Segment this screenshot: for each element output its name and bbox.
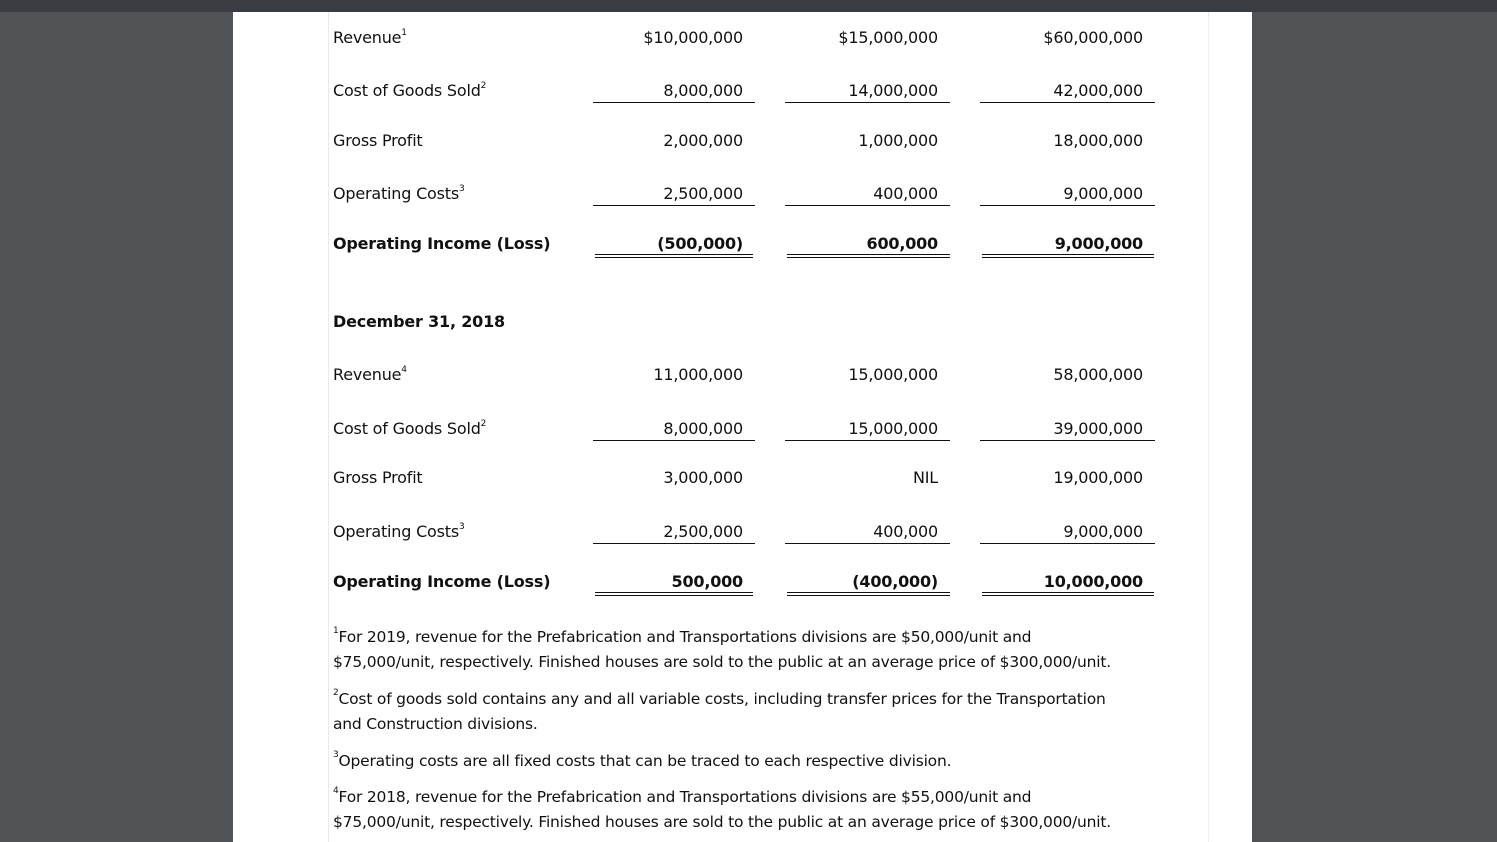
row-label-operating-income-2019: Operating Income (Loss) xyxy=(333,234,551,253)
row-label-cogs-2019: Cost of Goods Sold$^2$ xyxy=(333,81,487,100)
cell-gross-profit-2019-col1: 2,000,000 xyxy=(663,131,743,150)
cell-cogs-2019-col3: 42,000,000 xyxy=(1053,81,1143,100)
cell-operating-income-2018-col3: 10,000,000 xyxy=(1043,572,1143,591)
footnote-1: $^1$For 2019, revenue for the Prefabrication and Transportations divisions are $50,000/unit and $75,000/unit, respectively. Finished houses are sold to the public at an average price of $300,000/unit. xyxy=(333,626,1112,671)
double-underline-operating-income-2019-col3 xyxy=(982,254,1154,258)
cell-operating-costs-2018-col3: 9,000,000 xyxy=(1063,522,1143,541)
cell-revenue-2018-col1: 11,000,000 xyxy=(653,365,743,384)
underline-cogs-2018-col1 xyxy=(593,440,755,441)
underline-cogs-2019-col3 xyxy=(980,102,1155,103)
cell-cogs-2018-col2: 15,000,000 xyxy=(848,419,938,438)
cell-operating-income-2019-col3: 9,000,000 xyxy=(1054,234,1143,253)
cell-gross-profit-2018-col3: 19,000,000 xyxy=(1053,468,1143,487)
cell-gross-profit-2018-col2: NIL xyxy=(912,468,938,487)
cell-operating-income-2018-col2: (400,000) xyxy=(852,572,938,591)
cell-revenue-2018-col2: 15,000,000 xyxy=(848,365,938,384)
cell-revenue-2018-col3: 58,000,000 xyxy=(1053,365,1143,384)
page-margin-line xyxy=(328,12,329,842)
underline-operating-costs-2018-col2 xyxy=(785,543,950,544)
underline-cogs-2018-col3 xyxy=(980,440,1155,441)
cell-cogs-2018-col1: 8,000,000 xyxy=(663,419,743,438)
double-underline-operating-income-2018-col1 xyxy=(595,592,753,596)
underline-operating-costs-2019-col1 xyxy=(593,205,755,206)
cell-cogs-2019-col1: 8,000,000 xyxy=(663,81,743,100)
cell-operating-income-2018-col1: 500,000 xyxy=(671,572,743,591)
footnote-4: $^4$For 2018, revenue for the Prefabrication and Transportations divisions are $55,000/unit and $75,000/unit, respectively. Finished houses are sold to the public at an average price of $300,000/unit. xyxy=(333,786,1112,831)
cell-operating-costs-2018-col1: 2,500,000 xyxy=(663,522,743,541)
row-label-operating-costs-2018: Operating Costs$^3$ xyxy=(333,522,465,541)
double-underline-operating-income-2019-col2 xyxy=(787,254,950,258)
underline-operating-costs-2019-col2 xyxy=(785,205,950,206)
cell-gross-profit-2018-col1: 3,000,000 xyxy=(663,468,743,487)
cell-operating-costs-2019-col1: 2,500,000 xyxy=(663,184,743,203)
underline-operating-costs-2018-col1 xyxy=(593,543,755,544)
cell-gross-profit-2019-col3: 18,000,000 xyxy=(1053,131,1143,150)
row-label-revenue-2019: Revenue$^1$ xyxy=(333,28,407,47)
double-underline-operating-income-2018-col3 xyxy=(982,592,1154,596)
cell-operating-income-2019-col2: 600,000 xyxy=(866,234,938,253)
cell-operating-costs-2019-col3: 9,000,000 xyxy=(1063,184,1143,203)
row-label-operating-income-2018: Operating Income (Loss) xyxy=(333,572,551,591)
underline-operating-costs-2019-col3 xyxy=(980,205,1155,206)
footnote-2: $^2$Cost of goods sold contains any and all variable costs, including transfer prices for the Transportation and Construction divisions. xyxy=(333,688,1106,733)
row-label-cogs-2018: Cost of Goods Sold$^2$ xyxy=(333,419,487,438)
cell-operating-costs-2019-col2: 400,000 xyxy=(873,184,938,203)
cell-operating-income-2019-col1: (500,000) xyxy=(657,234,743,253)
cell-revenue-2019-col1: $10,000,000 xyxy=(643,28,743,47)
underline-cogs-2019-col1 xyxy=(593,102,755,103)
row-label-revenue-2018: Revenue$^4$ xyxy=(333,365,407,384)
underline-cogs-2018-col2 xyxy=(785,440,950,441)
row-label-gross-profit-2019: Gross Profit xyxy=(333,131,423,150)
double-underline-operating-income-2019-col1 xyxy=(595,254,753,258)
cell-operating-costs-2018-col2: 400,000 xyxy=(873,522,938,541)
cell-cogs-2019-col2: 14,000,000 xyxy=(848,81,938,100)
document-page xyxy=(233,12,1252,842)
footnote-3: $^3$Operating costs are all fixed costs that can be traced to each respective division. xyxy=(333,750,952,770)
underline-cogs-2019-col2 xyxy=(785,102,950,103)
cell-revenue-2019-col3: $60,000,000 xyxy=(1043,28,1143,47)
page-margin-guide xyxy=(1208,12,1209,842)
section-heading-2018: December 31, 2018 xyxy=(333,312,505,331)
cell-cogs-2018-col3: 39,000,000 xyxy=(1053,419,1143,438)
double-underline-operating-income-2018-col2 xyxy=(787,592,950,596)
underline-operating-costs-2018-col3 xyxy=(980,543,1155,544)
cell-revenue-2019-col2: $15,000,000 xyxy=(838,28,938,47)
row-label-gross-profit-2018: Gross Profit xyxy=(333,468,423,487)
row-label-operating-costs-2019: Operating Costs$^3$ xyxy=(333,184,465,203)
viewer-top-bar xyxy=(0,0,1497,12)
cell-gross-profit-2019-col2: 1,000,000 xyxy=(858,131,938,150)
